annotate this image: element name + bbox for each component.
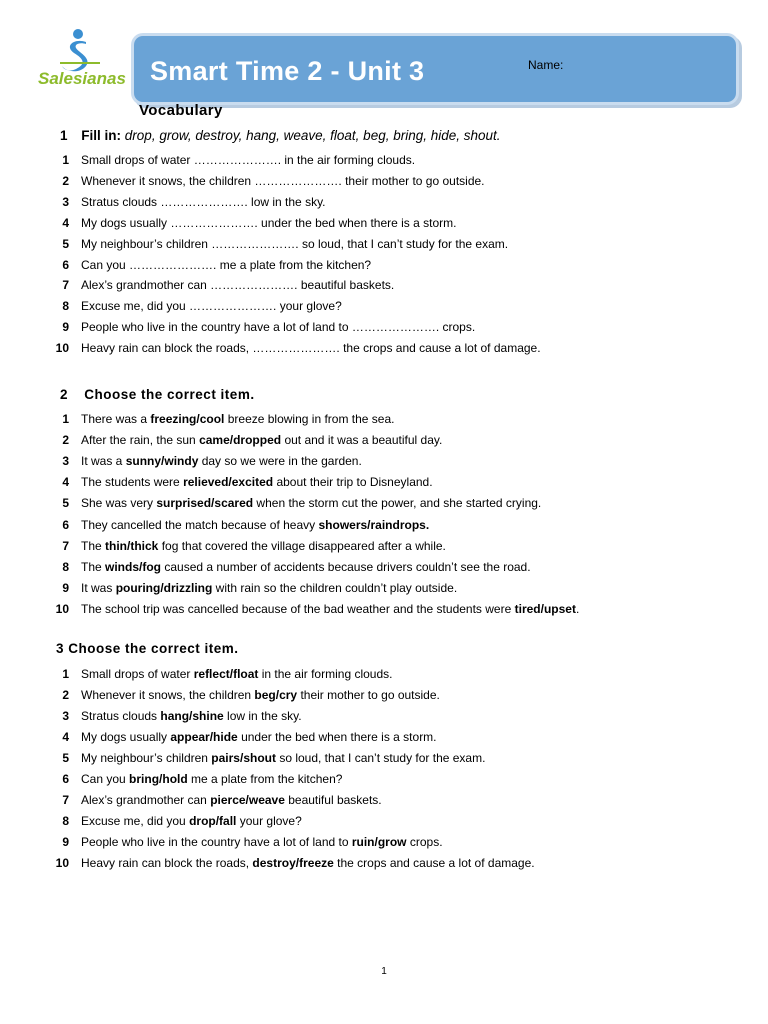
item-text: Can you …………………. me a plate from the kitchen? (81, 257, 372, 272)
item-text (81, 454, 362, 468)
item-text-part: Excuse me, did you (81, 814, 190, 828)
item-text (81, 475, 433, 489)
item-number: 10 (55, 601, 69, 616)
answer-options: pouring/drizzling (115, 580, 213, 595)
item-text-part: After the rain, the sun (81, 433, 200, 448)
answer-options: tired/upset (514, 601, 576, 616)
item-text-part: There was a (81, 412, 151, 426)
list-item (0, 299, 768, 319)
item-number: 6 (62, 257, 69, 272)
item-text-part: She was very (81, 496, 157, 511)
list-item (0, 730, 768, 750)
item-text-part: My dogs usually (81, 730, 171, 744)
item-text: Small drops of water …………………. in the air forming clouds. (81, 153, 416, 167)
item-text-part: low in the sky. (223, 709, 302, 723)
item-text-part: your glove? (236, 814, 302, 828)
item-text-part: about their trip to Disneyland. (273, 475, 433, 490)
item-text: My neighbour’s children …………………. so loud, that I can’t study for the exam. (81, 236, 509, 251)
item-number: 8 (62, 814, 69, 828)
list-item (0, 688, 768, 708)
item-number: 6 (62, 772, 69, 786)
item-text-part: out and it was a beautiful day. (281, 433, 443, 448)
item-number: 6 (62, 517, 69, 532)
item-text-part: in the air forming clouds. (258, 667, 393, 681)
item-text (81, 496, 541, 510)
item-text: My dogs usually …………………. under the bed when there is a storm. (81, 215, 457, 230)
item-text-part: Can you (81, 772, 130, 786)
answer-options: winds/fog (105, 559, 162, 574)
item-text-part: The school trip was cancelled because of the bad weather and the students were (81, 601, 515, 616)
list-item (0, 341, 768, 361)
list-item (0, 856, 768, 876)
list-item (0, 496, 768, 516)
item-text-part: crops. (406, 835, 443, 849)
list-item (0, 433, 768, 453)
item-number: 5 (62, 496, 69, 511)
answer-options: beg/cry (254, 688, 298, 702)
exercise-3-heading: 3 Choose the correct item. (56, 641, 239, 656)
list-item (0, 153, 768, 173)
list-item (0, 195, 768, 215)
item-text: Excuse me, did you …………………. your glove? (81, 299, 342, 314)
list-item (0, 237, 768, 257)
item-text-part: People who live in the country have a lot of land to (81, 835, 352, 849)
item-text: Stratus clouds …………………. low in the sky. (81, 194, 326, 209)
list-item (0, 454, 768, 474)
answer-options: destroy/freeze (252, 856, 334, 870)
item-number: 5 (62, 236, 69, 251)
item-text (81, 709, 302, 723)
answer-options: sunny/windy (125, 454, 199, 469)
list-item (0, 518, 768, 538)
item-text (81, 560, 531, 574)
item-number: 10 (55, 341, 69, 356)
item-text-part: day so we were in the garden. (198, 454, 362, 469)
list-item (0, 602, 768, 622)
item-number: 1 (62, 153, 69, 167)
item-number: 8 (62, 559, 69, 574)
item-text-part: My neighbour’s children (81, 751, 212, 765)
list-item (0, 751, 768, 771)
exercise-2-heading (60, 387, 255, 402)
item-number: 9 (62, 320, 69, 335)
item-text (81, 688, 440, 702)
item-text-part: under the bed when there is a storm. (237, 730, 437, 744)
item-text-part: Heavy rain can block the roads, (81, 856, 253, 870)
list-item (0, 258, 768, 278)
item-number: 4 (62, 475, 69, 490)
item-text-part: Whenever it snows, the children (81, 688, 255, 702)
item-text-part: It was (81, 580, 116, 595)
answer-options: came/dropped (199, 433, 282, 448)
item-text-part: when the storm cut the power, and she started crying. (253, 496, 542, 511)
item-number: 1 (62, 667, 69, 681)
item-text-part: The (81, 538, 106, 553)
item-text (81, 667, 392, 681)
item-number: 3 (62, 454, 69, 469)
answer-options: relieved/excited (183, 475, 274, 490)
answer-options: pairs/shout (211, 751, 276, 765)
item-number: 3 (62, 709, 69, 723)
list-item (0, 412, 768, 432)
item-text: Alex’s grandmother can …………………. beautiful baskets. (81, 278, 395, 293)
page-title: Smart Time 2 - Unit 3 (150, 56, 425, 86)
item-text-part: It was a (81, 454, 126, 469)
item-text-part: Alex’s grandmother can (81, 793, 211, 807)
item-number: 7 (62, 278, 69, 293)
item-text-part: Small drops of water (81, 667, 194, 681)
list-item (0, 814, 768, 834)
list-item (0, 772, 768, 792)
item-number: 3 (62, 194, 69, 209)
item-text (81, 539, 446, 553)
list-item (0, 216, 768, 236)
answer-options: drop/fall (189, 814, 237, 828)
item-text: Whenever it snows, the children …………………. their mother to go outside. (81, 173, 485, 188)
item-number: 10 (55, 856, 69, 870)
exercise-number: 1 (60, 128, 68, 143)
answer-options: hang/shine (160, 709, 224, 723)
answer-options: reflect/float (193, 667, 259, 681)
list-item (0, 560, 768, 580)
answer-options: bring/hold (129, 772, 188, 786)
list-item (0, 709, 768, 729)
list-item (0, 667, 768, 687)
page-number: 1 (381, 966, 387, 977)
item-text-part: fog that covered the village disappeared after a while. (158, 538, 446, 553)
answer-options: appear/hide (170, 730, 238, 744)
word-bank: drop, grow, destroy, hang, weave, float, beg, bring, hide, shout. (124, 128, 501, 143)
item-text (81, 793, 382, 807)
item-text (81, 751, 485, 765)
answer-options: pierce/weave (210, 793, 285, 807)
item-text-part: with rain so the children couldn’t play outside. (212, 580, 458, 595)
item-text-part: Stratus clouds (81, 709, 161, 723)
item-number: 9 (62, 835, 69, 849)
item-number: 4 (62, 730, 69, 744)
item-number: 9 (62, 580, 69, 595)
name-label: Name: (528, 58, 564, 72)
item-number: 1 (62, 412, 69, 426)
item-text (81, 581, 457, 595)
item-text-part: . (575, 601, 580, 616)
section-title: Vocabulary (139, 102, 223, 119)
list-item (0, 174, 768, 194)
item-text-part: me a plate from the kitchen? (187, 772, 343, 786)
exercise-1-heading (60, 128, 501, 143)
item-text (81, 602, 579, 616)
item-text-part: so loud, that I can’t study for the exam. (275, 751, 486, 765)
item-number: 7 (62, 538, 69, 553)
answer-options: freezing/cool (150, 412, 225, 426)
item-text: Heavy rain can block the roads, …………………. the crops and cause a lot of damage. (81, 341, 541, 356)
list-item (0, 539, 768, 559)
exercise-instruction: Choose the correct item. (84, 387, 255, 402)
item-text (81, 433, 442, 447)
exercise-number: 2 (60, 387, 69, 402)
item-text (81, 412, 394, 426)
list-item (0, 835, 768, 855)
answer-options: thin/thick (105, 538, 159, 553)
item-text-part: caused a number of accidents because drivers couldn’t see the road. (161, 559, 531, 574)
item-text (81, 772, 342, 786)
title-banner (134, 36, 736, 102)
list-item (0, 278, 768, 298)
item-text: People who live in the country have a lot of land to …………………. crops. (81, 320, 476, 335)
item-number: 2 (62, 433, 69, 448)
item-number: 5 (62, 751, 69, 765)
item-number: 2 (62, 173, 69, 188)
item-text-part: the crops and cause a lot of damage. (333, 856, 535, 870)
item-text (81, 835, 443, 849)
answer-options: surprised/scared (156, 496, 254, 511)
item-text-part: their mother to go outside. (297, 688, 440, 702)
item-number: 4 (62, 215, 69, 230)
item-text (81, 814, 302, 828)
answer-options: showers/raindrops. (318, 517, 430, 532)
item-number: 7 (62, 793, 69, 807)
list-item (0, 793, 768, 813)
list-item (0, 475, 768, 495)
answer-options: ruin/grow (351, 835, 407, 849)
item-text (81, 856, 535, 870)
list-item (0, 320, 768, 340)
list-item (0, 581, 768, 601)
salesianas-logo (34, 26, 126, 96)
exercise-instruction: Fill in: (81, 128, 122, 143)
item-number: 2 (62, 688, 69, 702)
item-text-part: beautiful baskets. (284, 793, 382, 807)
item-text (81, 518, 429, 532)
item-text-part: breeze blowing in from the sea. (224, 412, 395, 426)
item-text-part: The (81, 559, 106, 574)
item-text (81, 730, 437, 744)
item-number: 8 (62, 299, 69, 314)
item-text-part: The students were (81, 475, 184, 490)
logo-wordmark: Salesianas (38, 69, 126, 88)
item-text-part: They cancelled the match because of heavy (81, 517, 319, 532)
